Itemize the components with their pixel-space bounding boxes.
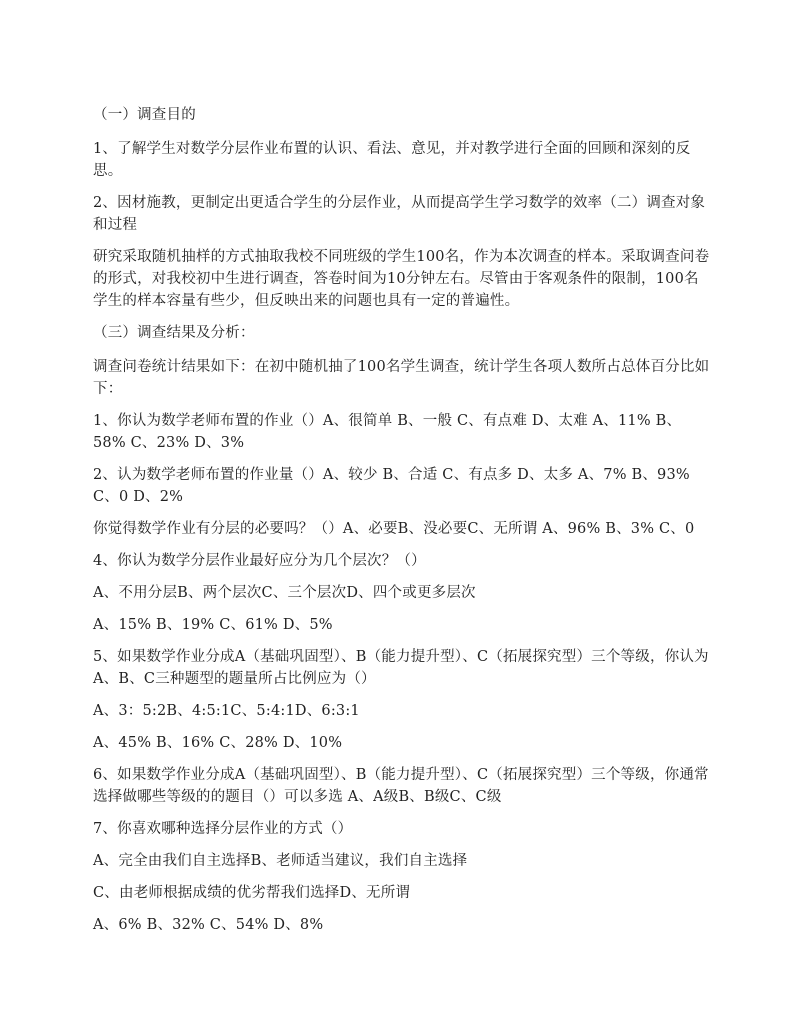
question-7-options-a-b: A、完全由我们自主选择B、老师适当建议，我们自主选择 bbox=[93, 853, 468, 869]
purpose-item-1: 1、了解学生对数学分层作业布置的认识、看法、意见，并对教学进行全面的回顾和深刻的反思。 bbox=[93, 141, 691, 179]
section-heading-results: （三）调查结果及分析： bbox=[93, 325, 255, 341]
question-2: 2、认为数学老师布置的作业量（）A、较少 B、合适 C、有点多 D、太多 A、7% B、93% C、0 D、2% bbox=[93, 467, 690, 505]
question-3: 你觉得数学作业有分层的必要吗？（）A、必要B、没必要C、无所谓 A、96% B、3% C、0 bbox=[93, 521, 695, 537]
question-5-options: A、3：5:2B、4:5:1C、5:4:1D、6:3:1 bbox=[93, 703, 360, 719]
question-7-options-c-d: C、由老师根据成绩的优劣帮我们选择D、无所谓 bbox=[93, 885, 411, 901]
question-4-results: A、15% B、19% C、61% D、5% bbox=[93, 617, 333, 633]
purpose-item-2: 2、因材施教，更制定出更适合学生的分层作业，从而提高学生学习数学的效率（二）调查对象和过程 bbox=[93, 195, 706, 233]
question-5-results: A、45% B、16% C、28% D、10% bbox=[93, 735, 343, 751]
question-4: 4、你认为数学分层作业最好应分为几个层次？（） bbox=[93, 553, 426, 569]
question-4-options: A、不用分层B、两个层次C、三个层次D、四个或更多层次 bbox=[93, 585, 476, 601]
results-intro: 调查问卷统计结果如下：在初中随机抽了100名学生调查，统计学生各项人数所占总体百分比如下： bbox=[93, 359, 710, 397]
question-6: 6、如果数学作业分成A（基础巩固型）、B（能力提升型）、C（拓展探究型）三个等级，你通常选择做哪些等级的的题目（）可以多选 A、A级B、B级C、C级 bbox=[93, 767, 709, 805]
method-paragraph: 研究采取随机抽样的方式抽取我校不同班级的学生100名，作为本次调查的样本。采取调查问卷的形式，对我校初中生进行调查，答卷时间为10分钟左右。尽管由于客观条件的限制，100名学生的样本容量有些少，但反映出来的问题也具有一定的普遍性。 bbox=[93, 249, 710, 309]
document-body bbox=[93, 104, 713, 946]
question-5: 5、如果数学作业分成A（基础巩固型）、B（能力提升型）、C（拓展探究型）三个等级，你认为A、B、C三种题型的题量所占比例应为（） bbox=[93, 649, 709, 687]
question-1: 1、你认为数学老师布置的作业（）A、很简单 B、一般 C、有点难 D、太难 A、11% B、58% C、23% D、3% bbox=[93, 413, 682, 451]
question-7-results: A、6% B、32% C、54% D、8% bbox=[93, 917, 324, 933]
section-heading-purpose: （一）调查目的 bbox=[93, 107, 196, 123]
question-7: 7、你喜欢哪种选择分层作业的方式（） bbox=[93, 821, 353, 837]
